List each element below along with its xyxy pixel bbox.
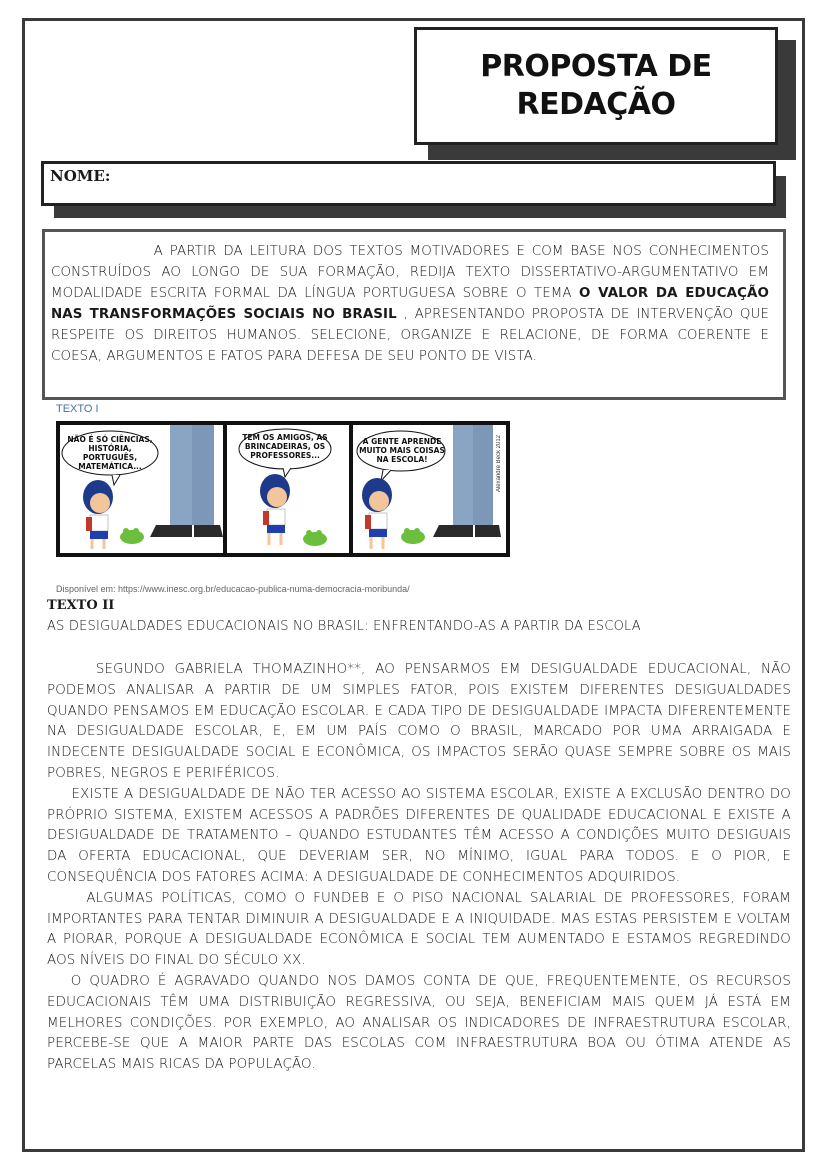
texto2-label: TEXTO II <box>47 598 115 613</box>
texto2-paragraph-4-text: O QUADRO É AGRAVADO QUANDO NOS DAMOS CONTA DE QUE, FREQUENTEMENTE, OS RECURSOS EDUCACIONAIS TÊM UMA DISTRIBUIÇÃO REGRESSIVA, OU SEJA, BENEFICIAM MAIS QUEM JÁ ESTÁ EM MELHORES CONDIÇÕES. POR EXEMPLO, AO ANALISAR OS INDICADORES DE INFRAESTRUTURA ESCOLAR, PERCEBE-SE QUE A MAIOR PARTE DAS ESCOLAS COM INFRAESTRUTURA BOA OU ÓTIMA ATENDE AS PARCELAS MAIS RICAS DA POPULAÇÃO. <box>47 973 791 1073</box>
instructions-part2: , APRESENTANDO PROPOSTA DE INTERVENÇÃO QUE RESPEITE OS DIREITOS HUMANOS. SELECIONE, ORGANIZE E RELACIONE, DE FORMA COERENTE E COESA, ARGUMENTOS E FATOS PARA DEFESA DE SEU PONTO DE VISTA. <box>51 307 769 364</box>
texto2-body <box>47 660 791 1076</box>
comic-credit: Alexandre Beck 2012 <box>496 435 502 493</box>
instructions-box <box>42 229 786 400</box>
texto2-paragraph-3 <box>47 889 791 972</box>
comic-bubble-2: TEM OS AMIGOS, AS BRINCADEIRAS, OS PROFESSORES... <box>242 433 328 460</box>
title-box <box>414 27 778 145</box>
texto2-paragraph-2 <box>47 785 791 889</box>
page-title-line1: PROPOSTA DE <box>480 49 712 84</box>
page-title-line2: REDAÇÃO <box>516 87 676 122</box>
name-label: NOME: <box>50 167 111 185</box>
comic-bubble-3: A GENTE APRENDE MUITO MAIS COISAS NA ESCOLA! <box>359 437 445 464</box>
name-field[interactable] <box>41 161 776 206</box>
instructions-part1: A PARTIR DA LEITURA DOS TEXTOS MOTIVADORES E COM BASE NOS CONHECIMENTOS CONSTRUÍDOS AO LONGO DE SUA FORMAÇÃO, REDIJA TEXTO DISSERTATIVO-ARGUMENTATIVO EM MODALIDADE ESCRITA FORMAL DA LÍNGUA PORTUGUESA SOBRE O TEMA <box>51 244 769 301</box>
texto2-paragraph-4 <box>47 972 791 1076</box>
texto2-paragraph-1 <box>47 660 791 785</box>
comic-bubble-1: NÃO É SÓ CIÊNCIAS, HISTÓRIA, PORTUGUÊS, MATEMÁTICA... <box>67 435 153 471</box>
comic-panel-2 <box>227 425 349 553</box>
texto2-paragraph-2-text: EXISTE A DESIGUALDADE DE NÃO TER ACESSO AO SISTEMA ESCOLAR, EXISTE A EXCLUSÃO DENTRO DO PRÓPRIO SISTEMA, EXISTEM ACESSOS A PADRÕES DIFERENTES DE QUALIDADE EDUCACIONAL E EXISTE A DESIGUALDADE DE TRATAMENTO – QUANDO ESTUDANTES TÊM ACESSO A CONDIÇÕES MUITO DESIGUAIS DA OFERTA EDUCACIONAL, QUE DEVERIAM SER, NO MÍNIMO, IGUAL PARA TODOS. E O PIOR, E CONSEQUÊNCIA DOS FATORES ACIMA: A DESIGUALDADE DE CONHECIMENTOS ADQUIRIDOS. <box>47 786 791 885</box>
texto2-paragraph-1-text: SEGUNDO GABRIELA THOMAZINHO**, AO PENSARMOS EM DESIGUALDADE EDUCACIONAL, NÃO PODEMOS ANALISAR A PARTIR DE UM SIMPLES FATOR, POIS EXISTEM DIFERENTES DESIGUALDADES QUANDO PENSAMOS EM EDUCAÇÃO ESCOLAR. E CADA TIPO DE DESIGUALDADE IMPACTA DIFERENTEMENTE NA DESIGUALDADE ESCOLAR, E, EM UM PAÍS COMO O BRASIL, MARCADO POR UMA ARRAIGADA E INDECENTE DESIGUALDADE SOCIAL E ECONÔMICA, OS IMPACTOS SERÃO QUASE SEMPRE SOBRE OS MAIS POBRES, NEGROS E PERIFÉRICOS. <box>47 662 791 781</box>
comic-panel-3 <box>353 425 506 553</box>
texto1-label: TEXTO I <box>56 403 99 415</box>
comic-panel-1 <box>60 425 223 553</box>
instructions-text <box>51 241 769 367</box>
texto2-paragraph-3-text: ALGUMAS POLÍTICAS, COMO O FUNDEB E O PISO NACIONAL SALARIAL DE PROFESSORES, FORAM IMPORTANTES PARA TENTAR DIMINUIR A DESIGUALDADE E A INIQUIDADE. MAS ESTAS PERSISTEM E VOLTAM A PIORAR, PORQUE A DESIGUALDADE ECONÔMICA E SOCIAL TEM AUMENTADO E ESTAMOS REGREDINDO AOS NÍVEIS DO FINAL DO SÉCULO XX. <box>47 890 791 969</box>
texto2-subtitle: AS DESIGUALDADES EDUCACIONAIS NO BRASIL: ENFRENTANDO-AS A PARTIR DA ESCOLA <box>47 619 641 634</box>
essay-theme: O VALOR DA EDUCAÇÃO NAS TRANSFORMAÇÕES SOCIAIS NO BRASIL <box>51 286 769 322</box>
texto1-source: Disponível em: https://www.inesc.org.br/educacao-publica-numa-democracia-moribunda/ <box>56 584 410 594</box>
comic-strip <box>56 421 510 557</box>
